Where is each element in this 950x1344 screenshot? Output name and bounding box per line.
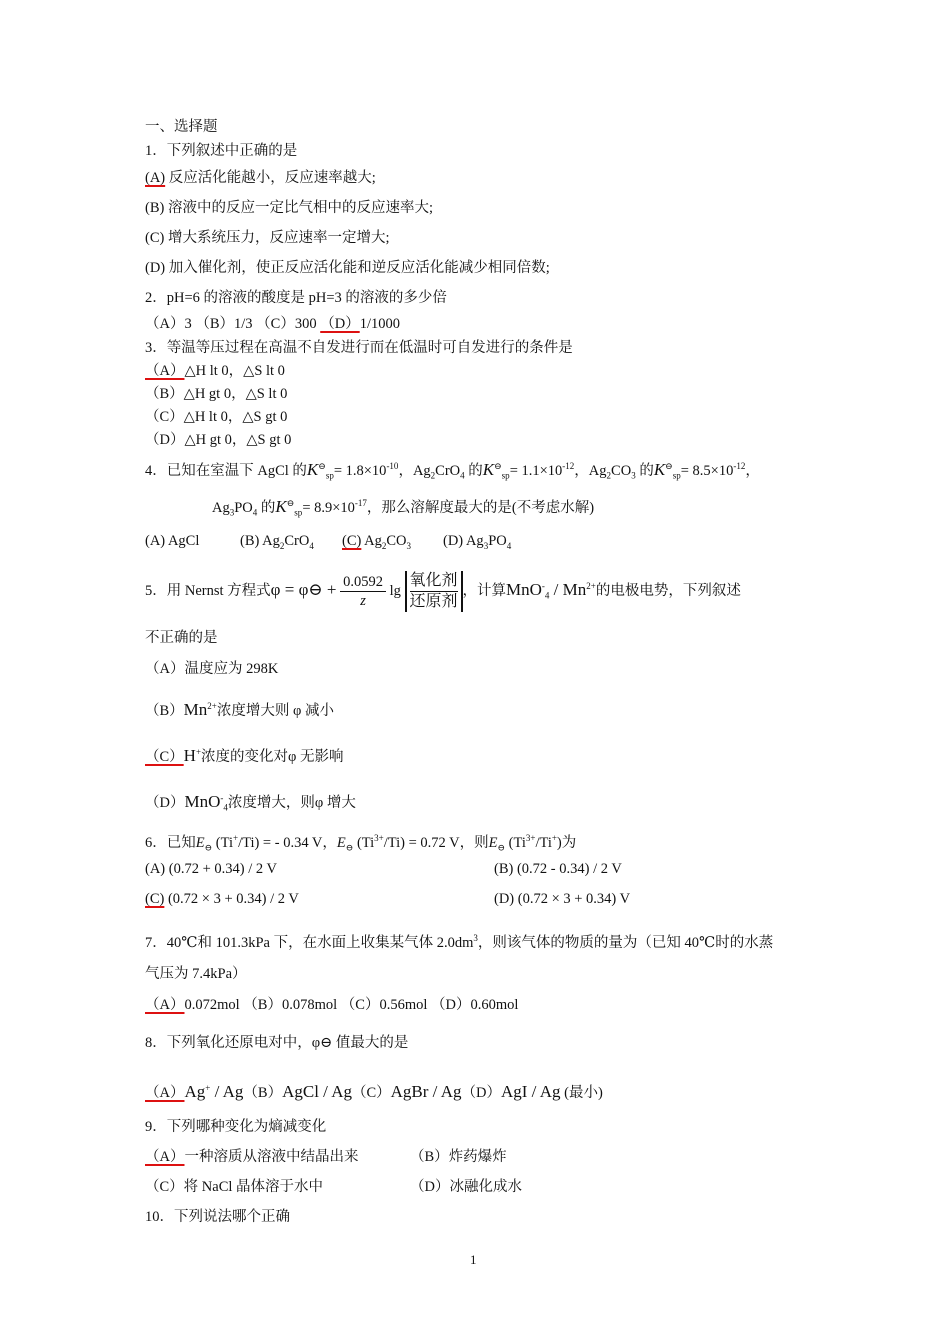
- q5-option-d: [145, 788, 356, 818]
- couple-value: /Ti) = 0.72 V，则: [383, 834, 489, 851]
- q7-options: [145, 995, 518, 1015]
- subscript: 2: [279, 540, 285, 551]
- ag: Ag: [588, 462, 607, 479]
- ksp-agcl-exponent: -10: [386, 461, 399, 471]
- ksp-ag2co3-value: = 8.5×10: [680, 462, 734, 479]
- q5-option-a: （A）温度应为 298K: [145, 661, 279, 677]
- q5-option-b: [145, 696, 334, 721]
- subscript: 2: [430, 470, 436, 481]
- q3-option-c: （C）△H lt 0，△S gt 0: [145, 409, 288, 425]
- subscript: 3: [483, 540, 489, 551]
- agcl-couple: AgCl / Ag: [282, 1081, 352, 1101]
- q7-answer-mark: （A）: [145, 997, 185, 1013]
- q4-line-1: [145, 456, 760, 486]
- ag: Ag: [412, 462, 431, 479]
- subscript: 4: [506, 540, 512, 551]
- q5-stem: [145, 556, 741, 626]
- option-label: （B）: [243, 1084, 283, 1101]
- mn-formula: / Mn: [549, 579, 587, 599]
- fraction-numerator: 0.0592: [340, 573, 386, 592]
- option-text: Ag: [361, 533, 382, 549]
- option-text: 一种溶质从溶液中结晶出来: [184, 1149, 359, 1165]
- q2-option-d-text: 1/1000: [359, 316, 400, 332]
- couple: /Ti: [535, 834, 552, 851]
- standard-mark: ⊖: [204, 842, 213, 853]
- q9-stem: 9．下列哪种变化为熵减变化: [145, 1119, 327, 1135]
- note: (最小): [560, 1084, 603, 1101]
- q4-option-c: [342, 531, 411, 556]
- q2-options: [145, 314, 400, 334]
- q6-intro: 6．已知: [145, 834, 196, 851]
- q5-tail: 的电极电势，下列叙述: [595, 582, 741, 599]
- charge: -: [220, 793, 224, 803]
- charge: +: [195, 747, 202, 757]
- ag: Ag: [212, 499, 230, 516]
- oxidant-label: 氧化剂: [410, 571, 458, 592]
- separator: ，: [398, 462, 413, 479]
- sp-subscript: sp: [501, 470, 510, 481]
- ksp-symbol: K: [482, 459, 495, 479]
- concentration-ratio: [405, 571, 463, 612]
- q6-option-a: (A) (0.72 + 0.34) / 2 V: [145, 861, 277, 877]
- subscript: 3: [406, 540, 412, 551]
- q5-answer-mark: （C）: [145, 748, 184, 765]
- q4-intro: 4．已知在室温下 AgCl 的: [145, 462, 307, 479]
- subscript: 3: [229, 507, 235, 518]
- q6-option-d: (D) (0.72 × 3 + 0.34) V: [494, 891, 631, 907]
- ksp-ag2co3-exponent: -12: [733, 461, 746, 471]
- option-label: （C）: [351, 1084, 391, 1101]
- option-text: 浓度增大则 φ 减小: [216, 702, 334, 719]
- superscript: 3: [473, 933, 478, 943]
- po: PO: [488, 533, 507, 549]
- sp-subscript: sp: [672, 470, 681, 481]
- q5-mid: ，计算: [462, 582, 507, 599]
- q9-option-a: [145, 1147, 358, 1167]
- q4-question: ，那么溶解度最大的是(不考虑水解): [366, 499, 595, 516]
- particle: 的: [464, 462, 483, 479]
- option-label: (D) Ag: [443, 533, 484, 549]
- couple: / Ag: [210, 1081, 244, 1101]
- subscript: 4: [544, 590, 550, 601]
- subscript: 2: [381, 540, 387, 551]
- e-symbol: E: [336, 834, 346, 851]
- q3-answer-mark: （A）: [145, 363, 185, 379]
- option-text: (0.72 × 3 + 0.34) / 2 V: [164, 891, 299, 907]
- q4-line-2: [212, 493, 594, 523]
- ksp-ag3po4-value: = 8.9×10: [302, 499, 355, 516]
- separator: ，: [574, 462, 589, 479]
- q5-intro: 5．用 Nernst 方程式: [145, 582, 271, 599]
- ksp-ag3po4-exponent: -17: [354, 498, 367, 508]
- particle: 的: [257, 499, 276, 516]
- q9-option-b: （B）炸药爆炸: [410, 1149, 507, 1165]
- q3-option-a-text: △H lt 0，△S lt 0: [184, 363, 285, 379]
- q1-option-d: (D) 加入催化剂，使正反应活化能和逆反应活化能减少相同倍数;: [145, 260, 550, 276]
- e-symbol: E: [488, 834, 498, 851]
- q4-option-d: [443, 531, 511, 556]
- charge: 2+: [586, 581, 596, 591]
- lg-operator: lg: [389, 582, 401, 599]
- q7-stem-cont: 气压为 7.4kPa）: [145, 966, 247, 982]
- sp-subscript: sp: [294, 507, 303, 518]
- q6-option-b: (B) (0.72 - 0.34) / 2 V: [494, 861, 622, 877]
- couple: (Ti: [353, 834, 375, 851]
- charge: 3+: [374, 833, 384, 843]
- standard-mark: ⊖: [665, 461, 673, 471]
- couple: (Ti: [505, 834, 526, 851]
- q8-stem: 8．下列氧化还原电对中，φ⊖ 值最大的是: [145, 1035, 409, 1051]
- q9-option-c: （C）将 NaCl 晶体溶于水中: [145, 1179, 324, 1195]
- nernst-lhs: φ = φ⊖ +: [270, 579, 337, 599]
- charge: +: [551, 833, 557, 843]
- q6-option-c: [145, 889, 299, 909]
- q3-option-b: （B）△H gt 0，△S lt 0: [145, 386, 288, 402]
- q7-stem: [145, 928, 773, 953]
- q1-option-b: (B) 溶液中的反应一定比气相中的反应速率大;: [145, 200, 433, 216]
- q5-stem-cont: 不正确的是: [145, 630, 218, 646]
- q2-options-abc: （A）3 （B）1/3 （C）300: [145, 316, 321, 332]
- standard-mark: ⊖: [494, 461, 502, 471]
- charge: 3+: [525, 833, 536, 843]
- q6-stem: [145, 828, 576, 858]
- q2-stem: 2．pH=6 的溶液的酸度是 pH=3 的溶液的多少倍: [145, 290, 447, 306]
- standard-mark: ⊖: [345, 842, 354, 853]
- q1-stem: 1．下列叙述中正确的是: [145, 143, 298, 159]
- q6-answer-mark: (C): [145, 891, 165, 907]
- q3-option-d: （D）△H gt 0，△S gt 0: [145, 432, 292, 448]
- co: CO: [611, 462, 632, 479]
- h-ion: H: [183, 745, 196, 765]
- q4-option-b: [240, 531, 314, 556]
- charge: 2+: [207, 701, 217, 711]
- ksp-ag2cro4-exponent: -12: [562, 461, 575, 471]
- option-text: 浓度的变化对φ 无影响: [201, 748, 344, 765]
- q8-answer-mark: （A）: [145, 1084, 185, 1101]
- q10-stem: 10．下列说法哪个正确: [145, 1209, 290, 1225]
- couple: (Ti: [212, 834, 233, 851]
- subscript: 4: [252, 507, 258, 518]
- q9-answer-mark: （A）: [145, 1149, 185, 1165]
- e-symbol: E: [195, 834, 205, 851]
- standard-mark: ⊖: [286, 498, 295, 508]
- q1-answer-mark: (A): [145, 170, 166, 186]
- agi-couple: AgI / Ag: [500, 1081, 561, 1101]
- mno4-formula: MnO: [184, 791, 221, 811]
- option-label: （B）: [145, 702, 184, 719]
- q8-options: [145, 1078, 603, 1103]
- reductant-label: 还原剂: [409, 593, 458, 610]
- q2-answer-mark: （D）: [320, 316, 360, 332]
- sp-subscript: sp: [325, 470, 334, 481]
- section-title: 一、选择题: [145, 119, 218, 135]
- q1-option-a: [145, 168, 376, 188]
- ag-ion: Ag: [184, 1081, 206, 1101]
- q3-option-a: [145, 361, 285, 381]
- option-label: (B) Ag: [240, 533, 280, 549]
- charge: +: [205, 1083, 211, 1093]
- separator: ，: [745, 462, 760, 479]
- ksp-agcl-value: = 1.8×10: [333, 462, 387, 479]
- q7-text-b: ，则该气体的物质的量为（已知 40℃时的水蒸: [477, 934, 774, 951]
- option-label: （D）: [145, 794, 185, 811]
- q5-option-c: [145, 742, 344, 767]
- mn-ion: Mn: [183, 699, 208, 719]
- standard-mark: ⊖: [318, 461, 326, 471]
- cro: CrO: [435, 462, 461, 479]
- agbr-couple: AgBr / Ag: [390, 1081, 462, 1101]
- charge: -: [541, 581, 545, 591]
- q9-option-d: （D）冰融化成水: [410, 1179, 522, 1195]
- particle: 的: [635, 462, 654, 479]
- subscript: 4: [460, 470, 465, 481]
- q1-option-a-text: 反应活化能越小，反应速率越大;: [168, 170, 376, 186]
- subscript: 4: [309, 540, 314, 551]
- nernst-fraction: [340, 573, 386, 610]
- mno4-formula: MnO: [506, 579, 542, 599]
- option-label: （D）: [461, 1084, 501, 1101]
- q1-option-c: (C) 增大系统压力，反应速率一定增大;: [145, 230, 390, 246]
- subscript: 3: [631, 470, 636, 481]
- q7-options-text: 0.072mol （B）0.078mol （C）0.56mol （D）0.60mol: [184, 997, 519, 1013]
- q4-answer-mark: (C): [342, 533, 362, 549]
- cro: CrO: [284, 533, 310, 549]
- q3-stem: 3．等温等压过程在高温不自发进行而在低温时可自发进行的条件是: [145, 340, 573, 356]
- q4-options: [145, 531, 199, 551]
- ksp-ag2cro4-value: = 1.1×10: [509, 462, 563, 479]
- q4-option-a: (A) AgCl: [145, 533, 200, 549]
- ksp-symbol: K: [275, 496, 287, 516]
- option-text: 浓度增大，则φ 增大: [227, 794, 356, 811]
- couple-tail: )为: [556, 834, 577, 851]
- ksp-symbol: K: [306, 459, 319, 479]
- couple-value: /Ti) = - 0.34 V，: [238, 834, 337, 851]
- fraction-denominator: z: [360, 593, 366, 609]
- ksp-symbol: K: [653, 459, 666, 479]
- subscript: 4: [223, 802, 228, 813]
- subscript: 2: [606, 470, 612, 481]
- page-number: 1: [470, 1252, 477, 1267]
- co: CO: [386, 533, 407, 549]
- po: PO: [234, 499, 253, 516]
- standard-mark: ⊖: [497, 842, 506, 853]
- charge: +: [233, 833, 239, 843]
- q7-text: 7．40℃和 101.3kPa 下，在水面上收集某气体 2.0dm: [145, 934, 474, 951]
